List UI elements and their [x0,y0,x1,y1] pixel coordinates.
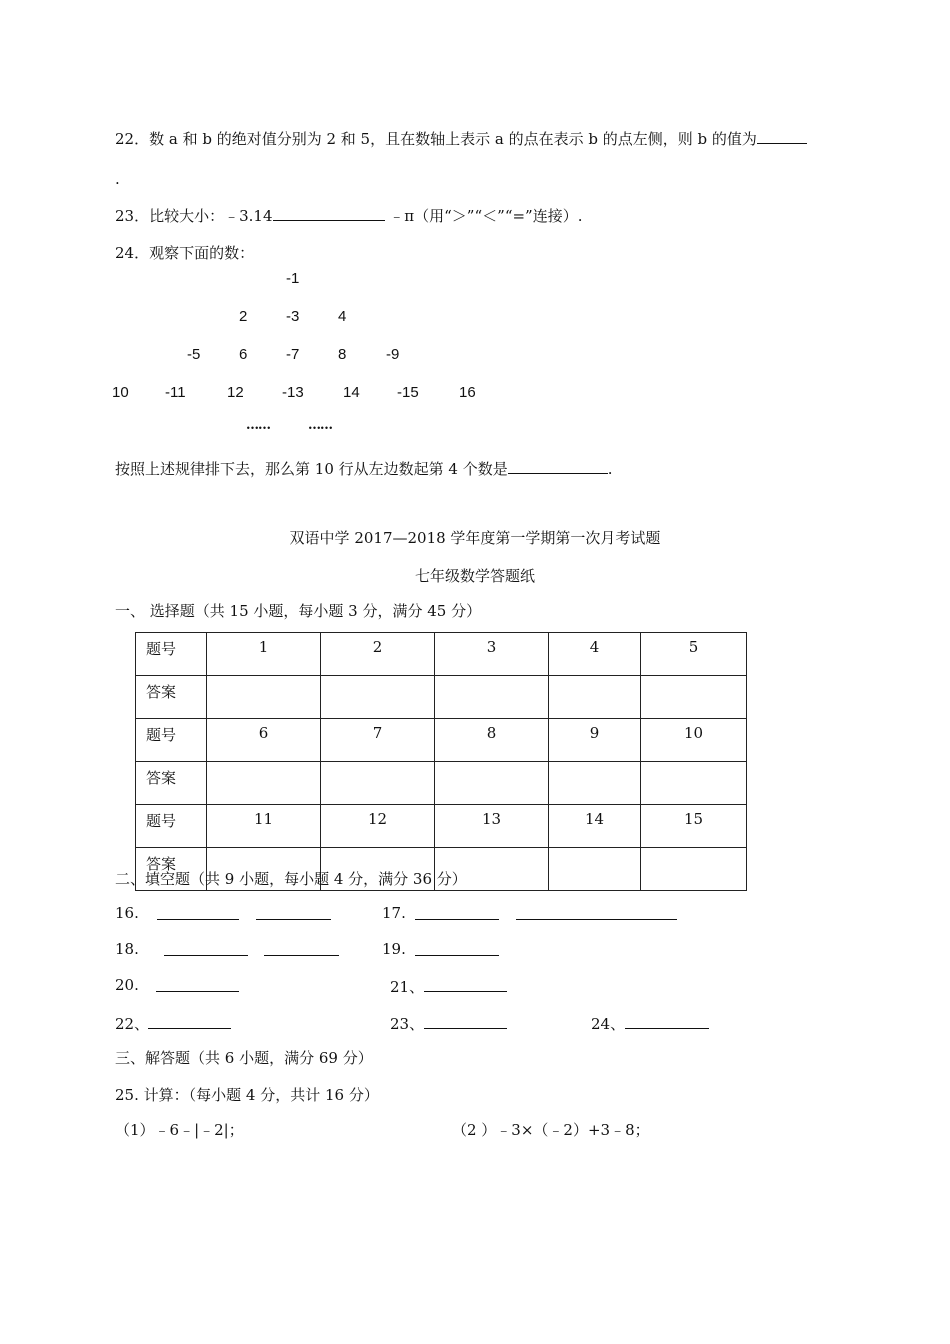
table-row [136,719,747,762]
row-label: 答案 [136,848,207,891]
question-number-cell: 11 [207,805,321,848]
question-number-cell: 5 [641,633,747,676]
answer-blank[interactable] [415,940,499,956]
fill-item-22 [115,1013,149,1034]
question-25: 25. 计算：（每小题 4 分，共计 16 分） [115,1086,379,1104]
answer-cell[interactable] [435,676,549,719]
row-label: 答案 [136,762,207,805]
item-label: 19. [382,940,406,958]
answer-blank [757,128,807,144]
triangle-number: 14 [343,384,360,401]
answer-cell[interactable] [321,676,435,719]
question-number-cell: 4 [549,633,641,676]
fill-item-17 [382,904,406,922]
row-label: 题号 [136,633,207,676]
triangle-number: 10 [112,384,129,401]
answer-blank[interactable] [424,976,507,992]
item-label: 23、 [390,1015,425,1033]
question-number-cell: 2 [321,633,435,676]
triangle-number: -9 [386,346,400,363]
answer-blank[interactable] [516,904,677,920]
answer-cell[interactable] [549,848,641,891]
fill-item-18 [115,940,139,958]
question-25-part-2: （2 ）﹣3×（﹣2）+3﹣8； [452,1121,650,1139]
triangle-number: 2 [239,308,248,325]
fill-item-19 [382,940,406,958]
item-label: 24、 [591,1015,626,1033]
triangle-number: -7 [286,346,300,363]
question-22 [115,128,807,149]
item-label: 18. [115,940,139,958]
answer-blank[interactable] [264,940,339,956]
answer-cell[interactable] [549,676,641,719]
sheet-title: 双语中学 2017—2018 学年度第一学期第一次月考试题 [289,529,661,547]
section-2-heading: 二、填空题（共 9 小题，每小题 4 分，满分 36 分） [115,870,467,888]
answer-cell[interactable] [321,762,435,805]
table-row [136,762,747,805]
row-label: 答案 [136,676,207,719]
question-22-text: 22．数 a 和 b 的绝对值分别为 2 和 5，且在数轴上表示 a 的点在表示 b 的点左侧，则 b 的值为 [115,130,757,148]
question-22-period: . [115,170,120,188]
question-23 [115,205,583,226]
answer-blank [508,458,608,474]
question-number-cell: 10 [641,719,747,762]
triangle-number: -13 [282,384,304,401]
answer-blank[interactable] [424,1013,507,1029]
question-24-question [115,458,613,479]
fill-item-20 [115,976,139,994]
item-label: 21、 [390,978,425,996]
answer-cell[interactable] [641,848,747,891]
question-number-cell: 14 [549,805,641,848]
answer-cell[interactable] [435,762,549,805]
answer-blank[interactable] [156,976,239,992]
answer-table [135,632,747,891]
triangle-number: -15 [397,384,419,401]
table-row [136,633,747,676]
triangle-number: 12 [227,384,244,401]
item-label: 17. [382,904,406,922]
table-row [136,805,747,848]
item-label: 16. [115,904,139,922]
answer-blank[interactable] [256,904,331,920]
table-row [136,676,747,719]
section-1-heading: 一、 选择题（共 15 小题，每小题 3 分，满分 45 分） [115,602,482,620]
section-3-heading: 三、解答题（共 6 小题，满分 69 分） [115,1049,373,1067]
question-24-prefix: 按照上述规律排下去，那么第 10 行从左边数起第 4 个数是 [115,460,508,478]
triangle-number: 6 [239,346,248,363]
question-number-cell: 8 [435,719,549,762]
triangle-number: -1 [286,270,300,287]
question-24-title: 24．观察下面的数： [115,244,255,262]
answer-cell[interactable] [207,676,321,719]
fill-item-16 [115,904,139,922]
question-number-cell: 1 [207,633,321,676]
row-label: 题号 [136,719,207,762]
item-label: 22、 [115,1015,150,1033]
item-label: 20. [115,976,139,994]
answer-blank [273,205,385,221]
question-number-cell: 3 [435,633,549,676]
answer-cell[interactable] [641,762,747,805]
triangle-number: -5 [187,346,201,363]
question-25-part-1: （1）﹣6﹣|﹣2|； [115,1121,244,1139]
triangle-number: 16 [459,384,476,401]
question-number-cell: 12 [321,805,435,848]
answer-blank[interactable] [164,940,248,956]
triangle-number: 8 [338,346,347,363]
question-number-cell: 9 [549,719,641,762]
question-number-cell: 15 [641,805,747,848]
sheet-subtitle: 七年级数学答题纸 [414,567,535,585]
answer-cell[interactable] [641,676,747,719]
answer-blank[interactable] [415,904,499,920]
triangle-number: -11 [165,384,186,401]
answer-blank[interactable] [148,1013,231,1029]
question-24-suffix: . [607,460,613,478]
question-number-cell: 13 [435,805,549,848]
question-number-cell: 7 [321,719,435,762]
fill-item-24 [591,1013,625,1034]
ellipsis: …… [308,418,332,433]
answer-blank[interactable] [157,904,239,920]
fill-item-21 [390,976,424,997]
question-23-suffix: ﹣π（用“＞”“＜”“=”连接）. [389,207,583,225]
triangle-number: -3 [286,308,300,325]
row-label: 题号 [136,805,207,848]
fill-item-23 [390,1013,424,1034]
question-number-cell: 6 [207,719,321,762]
answer-blank[interactable] [625,1013,709,1029]
answer-cell[interactable] [549,762,641,805]
triangle-number: 4 [338,308,347,325]
question-23-prefix: 23．比较大小：﹣3.14 [115,207,273,225]
ellipsis: …… [246,418,270,433]
answer-cell[interactable] [207,762,321,805]
